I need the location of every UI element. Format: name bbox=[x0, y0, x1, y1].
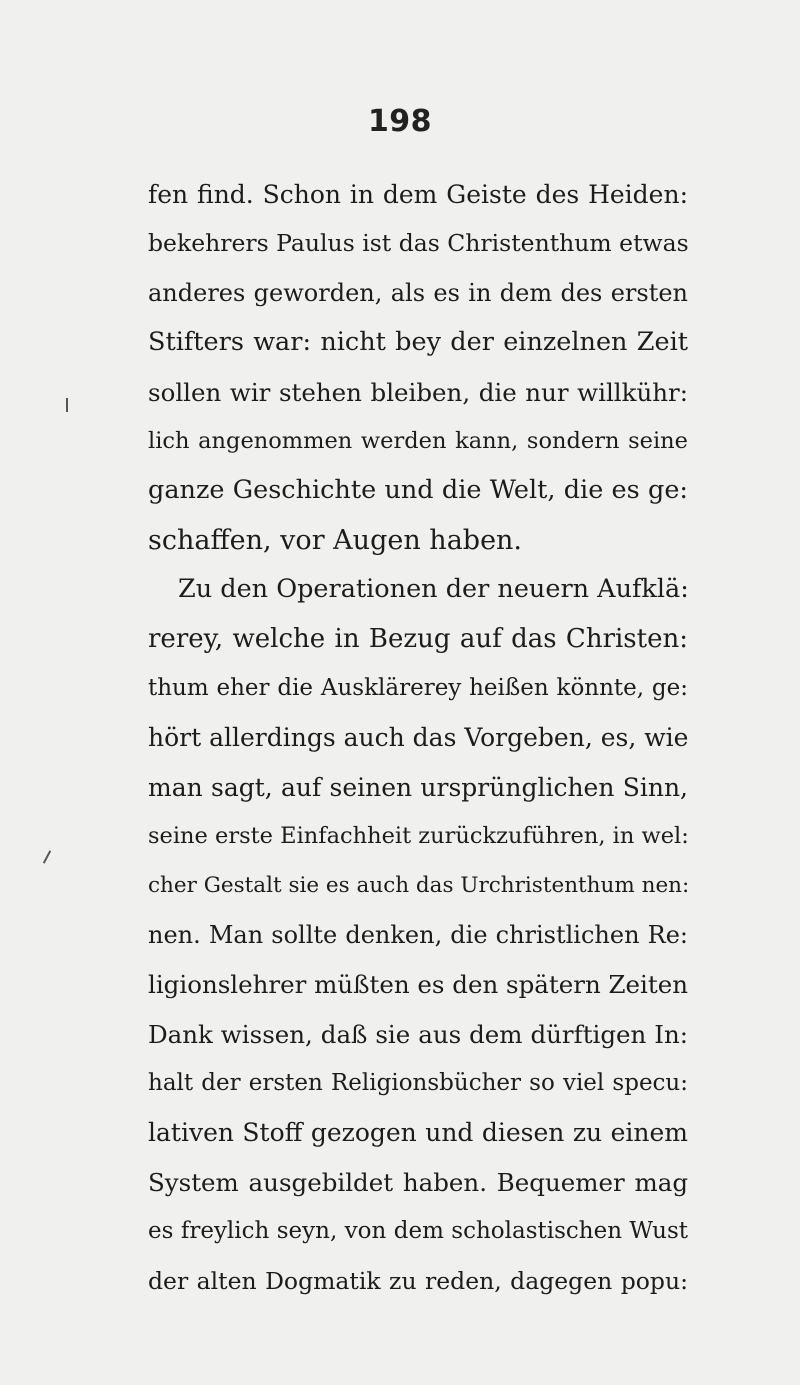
text-line: es freylich seyn, von dem scholastischen Wust bbox=[148, 1218, 688, 1245]
text-line: anderes geworden, als es in dem des ersten bbox=[148, 278, 688, 307]
text-line: ganze Geschichte und die Welt, die es ge: bbox=[148, 475, 688, 506]
text-line: lich angenommen werden kann, sondern seine bbox=[148, 427, 688, 454]
text-line: schaffen, vor Augen haben. bbox=[148, 524, 523, 556]
page-number: 198 bbox=[367, 104, 433, 139]
margin-mark bbox=[43, 850, 51, 863]
body-text bbox=[148, 170, 688, 1306]
text-line: Dank wissen, daß sie aus dem dürftigen In: bbox=[148, 1019, 688, 1049]
text-line: thum eher die Ausklärerey heißen könnte, ge: bbox=[148, 674, 688, 701]
text-line: nen. Man sollte denken, die christlichen Re: bbox=[148, 920, 688, 949]
text-line: cher Gestalt sie es auch das Urchristenthum nen: bbox=[148, 873, 690, 899]
text-line: hört allerdings auch das Vorgeben, es, wie bbox=[148, 723, 689, 753]
text-line: sollen wir stehen bleiben, die nur willkühr: bbox=[148, 377, 688, 407]
text-line: Stifters war: nicht bey der einzelnen Zeit bbox=[148, 327, 688, 358]
text-line: seine erste Einfachheit zurückzuführen, in wel: bbox=[148, 823, 689, 850]
text-line: halt der ersten Religionsbücher so viel specu: bbox=[148, 1070, 688, 1097]
text-line: der alten Dogmatik zu reden, dagegen popu: bbox=[148, 1266, 688, 1295]
text-line: rerey, welche in Bezug auf das Christen: bbox=[148, 623, 688, 654]
text-line: bekehrers Paulus ist das Christenthum etwas bbox=[148, 229, 689, 258]
text-line: Zu den Operationen der neuern Aufklä: bbox=[178, 574, 689, 605]
text-line: lativen Stoff gezogen und diesen zu einem bbox=[148, 1118, 688, 1148]
margin-mark bbox=[66, 398, 68, 412]
text-line: System ausgebildet haben. Bequemer mag bbox=[148, 1167, 688, 1197]
text-line: fen find. Schon in dem Geiste des Heiden: bbox=[148, 180, 688, 209]
text-line: man sagt, auf seinen ursprünglichen Sinn, bbox=[148, 772, 688, 802]
text-line: ligionslehrer müßten es den spätern Zeiten bbox=[148, 970, 688, 1000]
